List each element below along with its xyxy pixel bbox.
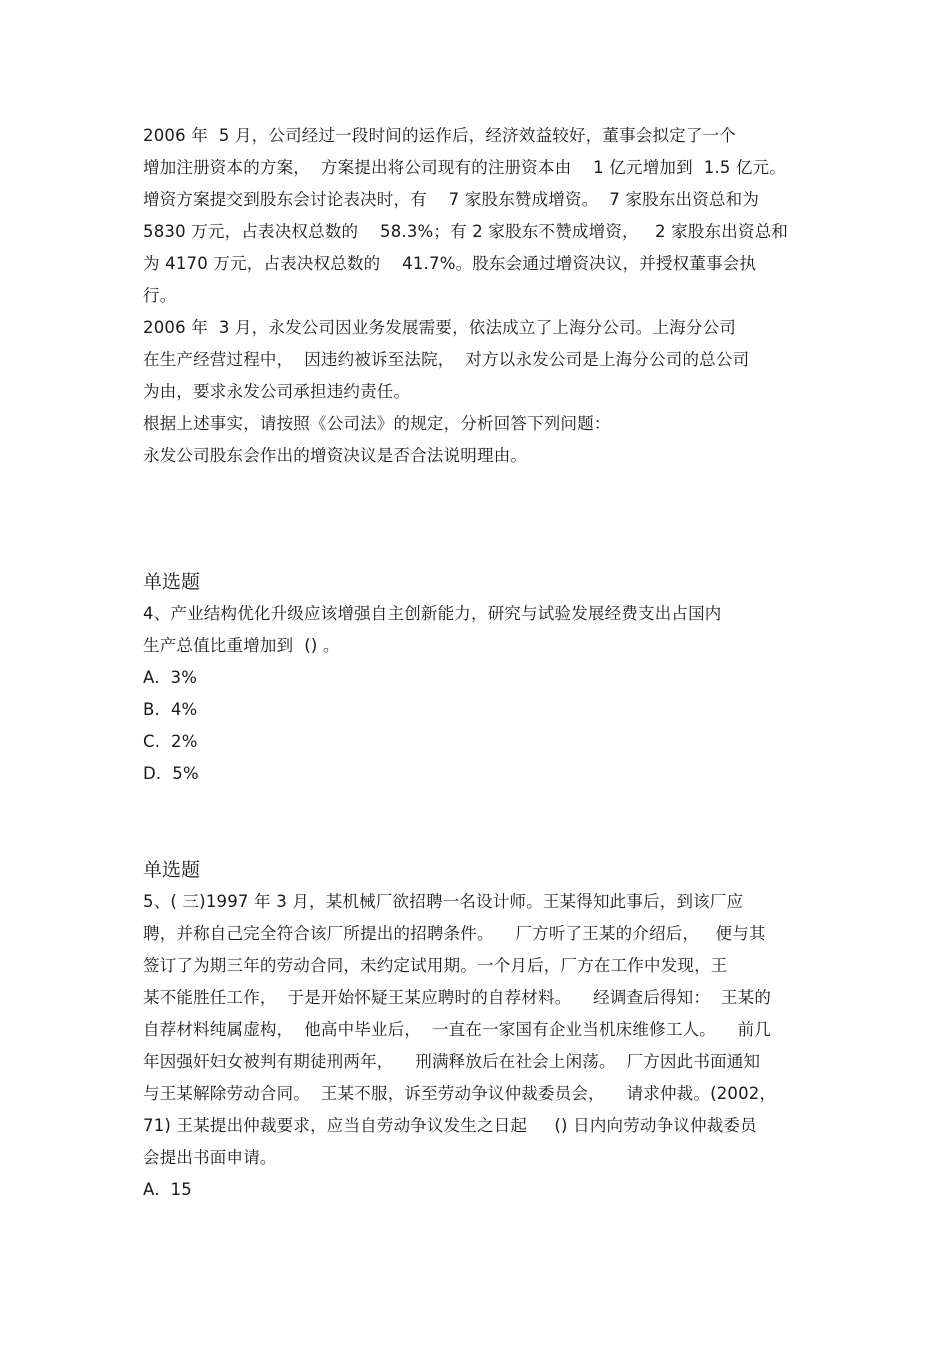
paragraph-line: 5830 万元，占表决权总数的 58.3%；有 2 家股东不赞成增资， 2 家股东出资总和 bbox=[143, 222, 789, 241]
paragraph-line: 行。 bbox=[143, 286, 177, 305]
question-type-heading: 单选题 bbox=[143, 859, 201, 881]
option-b: B. 4% bbox=[143, 700, 198, 719]
paragraph-line: 为由，要求永发公司承担违约责任。 bbox=[143, 382, 411, 401]
question-stem-line: 与王某解除劳动合同。 王某不服，诉至劳动争议仲裁委员会， 请求仲裁。(2002， bbox=[143, 1084, 777, 1103]
paragraph-line: 在生产经营过程中， 因违约被诉至法院， 对方以永发公司是上海分公司的总公司 bbox=[143, 350, 750, 369]
case-instruction: 根据上述事实，请按照《公司法》的规定，分析回答下列问题： bbox=[143, 414, 611, 433]
case-question: 永发公司股东会作出的增资决议是否合法说明理由。 bbox=[143, 446, 528, 465]
question-5 bbox=[143, 854, 823, 1206]
question-stem-line: 签订了为期三年的劳动合同，未约定试用期。一个月后，厂方在工作中发现，王 bbox=[143, 956, 728, 975]
question-stem-line: 4、产业结构优化升级应该增强自主创新能力，研究与试验发展经费支出占国内 bbox=[143, 604, 722, 623]
paragraph-line: 增资方案提交到股东会讨论表决时，有 7 家股东赞成增资。 7 家股东出资总和为 bbox=[143, 190, 760, 209]
paragraph-line: 为 4170 万元，占表决权总数的 41.7%。股东会通过增资决议，并授权董事会执 bbox=[143, 254, 757, 273]
question-stem-line: 71) 王某提出仲裁要求，应当自劳动争议发生之日起 () 日内向劳动争议仲裁委员 bbox=[143, 1116, 757, 1135]
case-description bbox=[143, 120, 823, 472]
question-stem-line: 5、( 三)1997 年 3 月，某机械厂欲招聘一名设计师。王某得知此事后，到该厂应 bbox=[143, 892, 744, 911]
question-stem-line: 会提出书面申请。 bbox=[143, 1148, 277, 1167]
paragraph-line: 增加注册资本的方案， 方案提出将公司现有的注册资本由 1 亿元增加到 1.5 亿元。 bbox=[143, 158, 787, 177]
paragraph-line: 2006 年 3 月，永发公司因业务发展需要，依法成立了上海分公司。上海分公司 bbox=[143, 318, 736, 337]
question-stem-line: 聘，并称自己完全符合该厂所提出的招聘条件。 厂方听了王某的介绍后， 便与其 bbox=[143, 924, 766, 943]
question-stem-line: 某不能胜任工作， 于是开始怀疑王某应聘时的自荐材料。 经调查后得知： 王某的 bbox=[143, 988, 772, 1007]
option-a: A. 15 bbox=[143, 1180, 192, 1199]
question-stem-line: 生产总值比重增加到 () 。 bbox=[143, 636, 340, 655]
question-stem-line: 年因强奸妇女被判有期徒刑两年， 刑满释放后在社会上闲荡。 厂方因此书面通知 bbox=[143, 1052, 761, 1071]
option-d: D. 5% bbox=[143, 764, 199, 783]
option-a: A. 3% bbox=[143, 668, 198, 687]
question-type-heading: 单选题 bbox=[143, 571, 201, 593]
question-4 bbox=[143, 566, 823, 790]
question-stem-line: 自荐材料纯属虚构， 他高中毕业后， 一直在一家国有企业当机床维修工人。 前几 bbox=[143, 1020, 772, 1039]
paragraph-line: 2006 年 5 月，公司经过一段时间的运作后，经济效益较好，董事会拟定了一个 bbox=[143, 126, 736, 145]
option-c: C. 2% bbox=[143, 732, 198, 751]
